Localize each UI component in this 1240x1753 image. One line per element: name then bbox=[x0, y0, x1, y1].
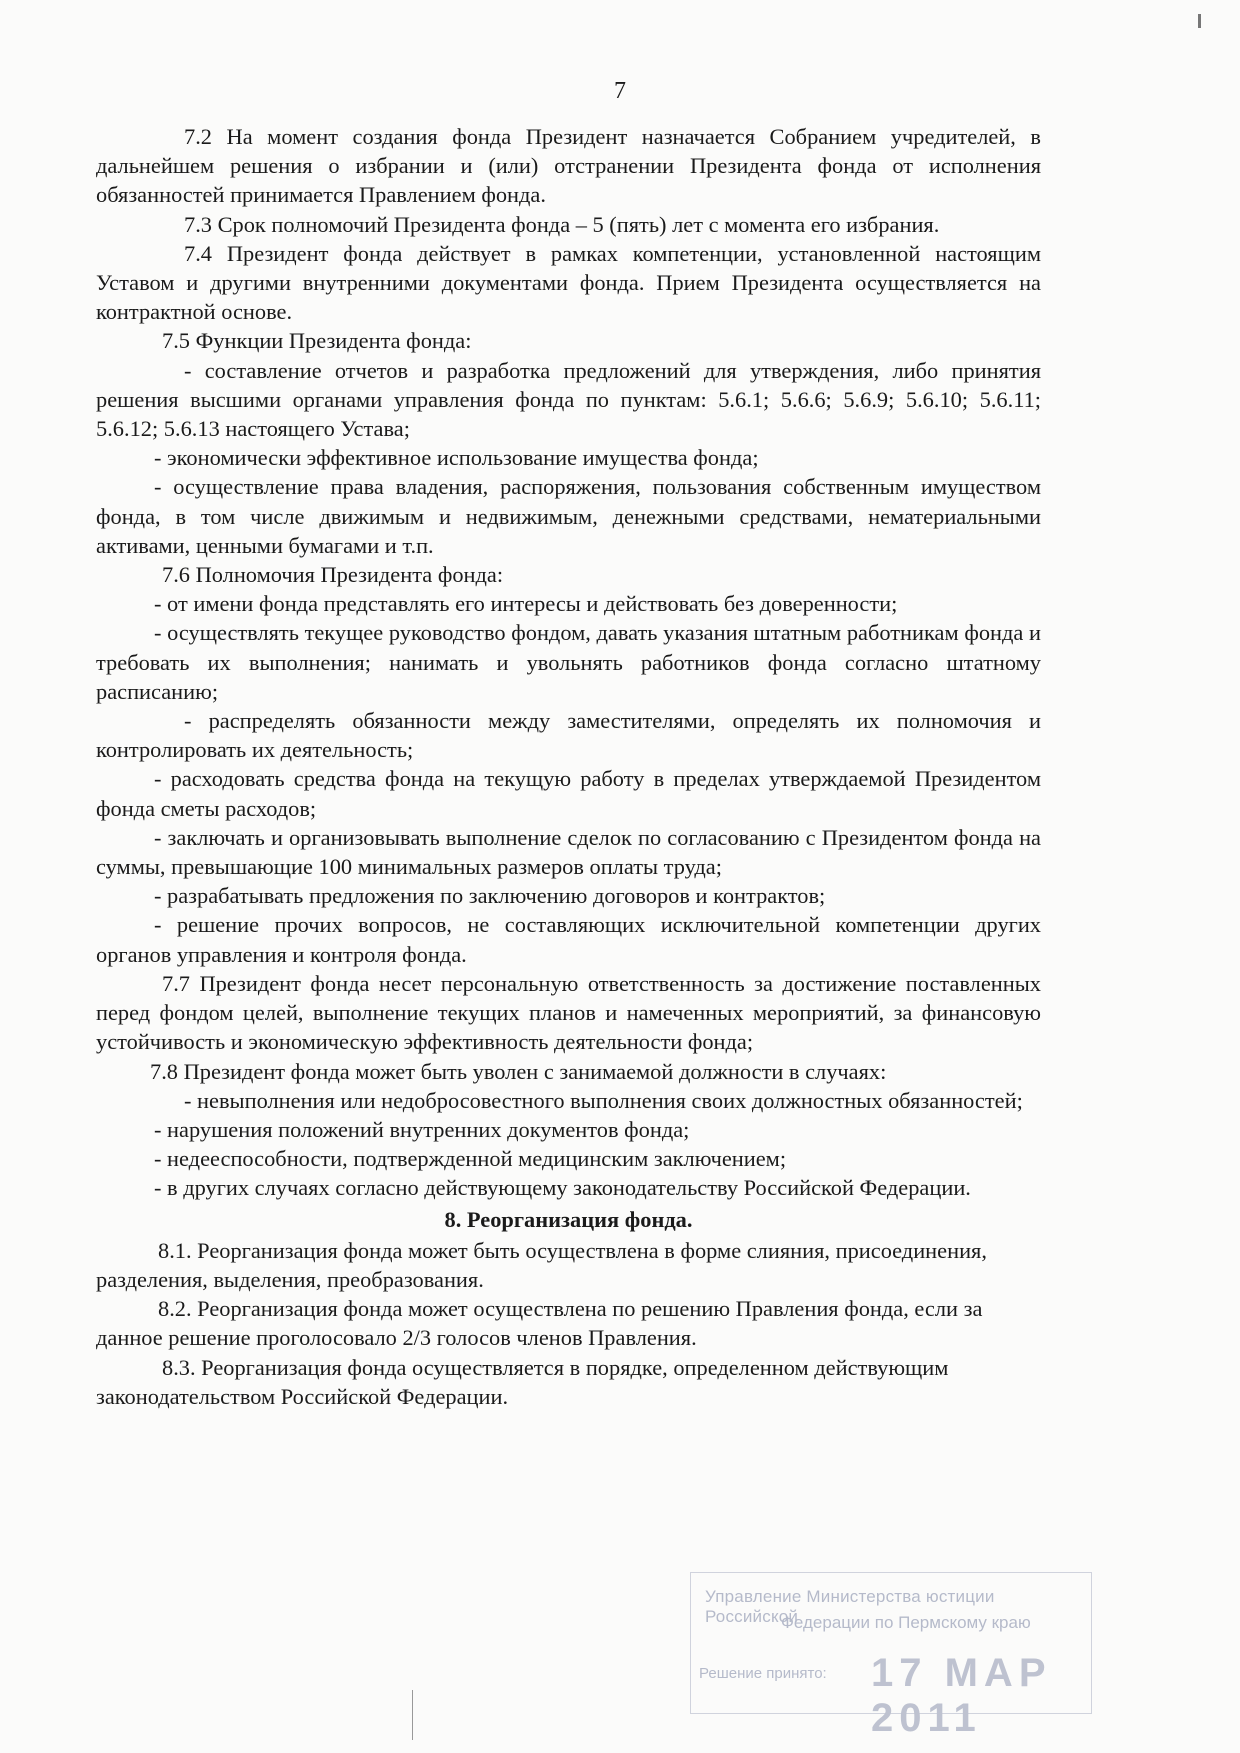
scan-mark bbox=[1198, 14, 1201, 28]
list-item-7-6-management: - осуществлять текущее руководство фондом, давать указания штатным работникам фонда и требовать их выполнения; нанимать и увольнять работников фонда согласно штатному расписанию; bbox=[96, 620, 1041, 704]
list-item-7-5-ownership: - осуществление права владения, распоряжения, пользования собственным имуществом фонда, в том числе движимым и недвижимым, денежными средствами, нематериальными активами, ценными бумагами и т.п. bbox=[96, 474, 1041, 558]
list-item-7-5-property-use: - экономически эффективное использование имущества фонда; bbox=[154, 445, 759, 471]
list-item-7-8-violations: - нарушения положений внутренних документов фонда; bbox=[154, 1116, 690, 1142]
list-item-7-8-incapacity: - недееспособности, подтвержденной медицинским заключением; bbox=[154, 1146, 787, 1172]
paragraph-7-3: 7.3 Срок полномочий Президента фонда – 5 (пять) лет с момента его избрания. bbox=[184, 211, 940, 237]
list-item-7-6-deals: - заключать и организовывать выполнение сделок по согласованию с Президентом фонда на суммы, превышающие 100 минимальных размеров оплаты труда; bbox=[96, 824, 1041, 880]
list-item-7-5-reports: - составление отчетов и разработка предложений для утверждения, либо принятия решения высшими органами управления фонда по пунктам: 5.6.1; 5.6.6; 5.6.9; 5.6.10; 5.6.11; 5.6.12; 5.6.13 настоящего Устава; bbox=[96, 357, 1041, 442]
paragraph-7-5: 7.5 Функции Президента фонда: bbox=[162, 328, 472, 354]
list-item-7-6-represent: - от имени фонда представлять его интересы и действовать без доверенности; bbox=[154, 591, 898, 617]
stamp-authority-line2: Федерации по Пермскому краю bbox=[781, 1613, 1031, 1632]
registration-stamp bbox=[690, 1572, 1092, 1740]
paragraph-7-4: 7.4 Президент фонда действует в рамках компетенции, установленной настоящим Уставом и другими внутренними документами фонда. Прием Президента осуществляется на контрактной основе. bbox=[96, 240, 1041, 325]
paragraph-8-2: 8.2. Реорганизация фонда может осуществлена по решению Правления фонда, если за данное решение проголосовало 2/3 голосов членов Правления. bbox=[96, 1296, 983, 1351]
stamp-authority-line1: Управление Министерства юстиции Российской bbox=[705, 1587, 995, 1626]
page-number: 7 bbox=[614, 78, 626, 104]
document-body bbox=[96, 122, 1041, 1411]
paragraph-8-1: 8.1. Реорганизация фонда может быть осуществлена в форме слияния, присоединения, разделения, выделения, преобразования. bbox=[96, 1237, 987, 1292]
paragraph-7-2: 7.2 На момент создания фонда Президент назначается Собранием учредителей, в дальнейшем решения о избрании и (или) отстранении Президента фонда от исполнения обязанностей принимается Правлением фонда. bbox=[96, 124, 1041, 208]
paragraph-7-6: 7.6 Полномочия Президента фонда: bbox=[162, 562, 504, 588]
stamp-decision-date: 17 МАР 2011 bbox=[871, 1651, 1052, 1740]
section-8 bbox=[96, 1236, 1041, 1411]
list-item-7-8-other-cases: - в других случаях согласно действующему законодательству Российской Федерации. bbox=[154, 1175, 971, 1201]
section-8-heading: 8. Реорганизация фонда. bbox=[444, 1206, 693, 1232]
paragraph-8-3: 8.3. Реорганизация фонда осуществляется в порядке, определенном действующим законодательством Российской Федерации. bbox=[96, 1354, 949, 1409]
list-item-7-6-contracts: - разрабатывать предложения по заключению договоров и контрактов; bbox=[154, 883, 826, 909]
list-item-7-8-nonperformance: - невыполнения или недобросовестного выполнения своих должностных обязанностей; bbox=[184, 1087, 1023, 1113]
list-item-7-6-deputies: - распределять обязанности между заместителями, определять их полномочия и контролировать их деятельность; bbox=[96, 708, 1041, 763]
scan-mark bbox=[412, 1690, 413, 1740]
list-item-7-6-spending: - расходовать средства фонда на текущую работу в пределах утверждаемой Президентом фонда сметы расходов; bbox=[96, 766, 1041, 821]
paragraph-7-7: 7.7 Президент фонда несет персональную ответственность за достижение поставленных перед фондом целей, выполнение текущих планов и намеченных мероприятий, за финансовую устойчивость и экономическую эффективность деятельности фонда; bbox=[96, 970, 1041, 1055]
stamp-decision-label: Решение принято: bbox=[699, 1665, 827, 1682]
paragraph-7-8: 7.8 Президент фонда может быть уволен с занимаемой должности в случаях: bbox=[150, 1058, 887, 1084]
list-item-7-6-other: - решение прочих вопросов, не составляющих исключительной компетенции других органов управления и контроля фонда. bbox=[96, 912, 1041, 967]
